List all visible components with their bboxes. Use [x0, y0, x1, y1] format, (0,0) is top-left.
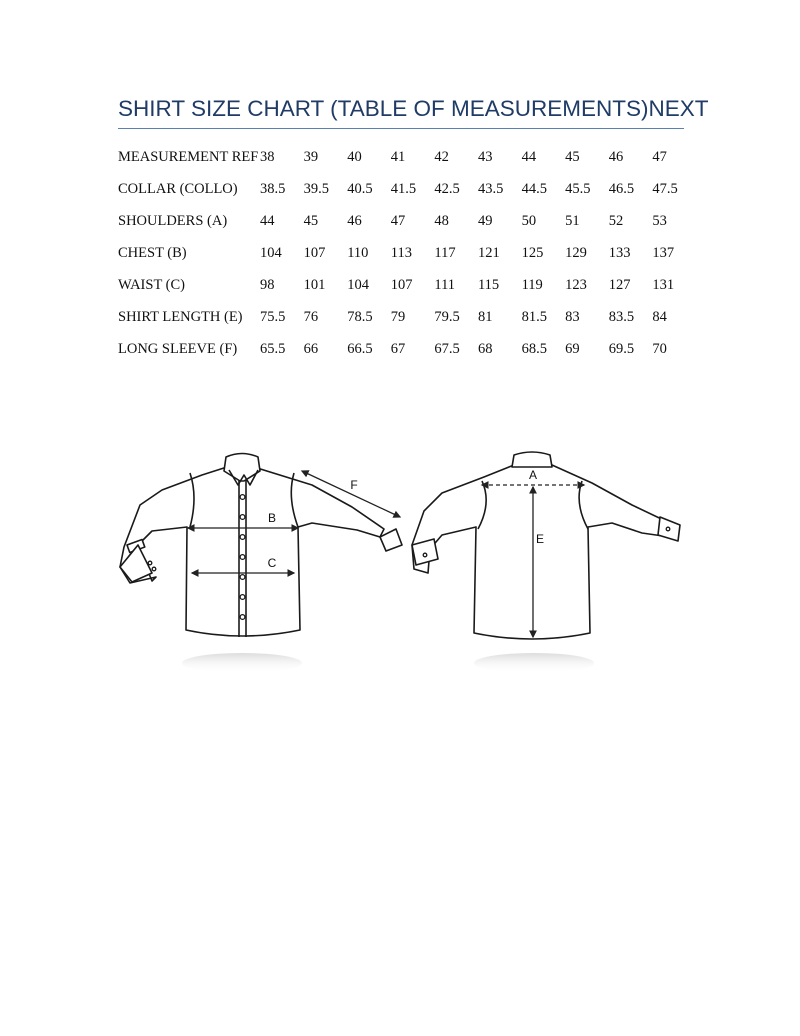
size-value-cell: 44 — [521, 149, 537, 165]
size-value-cell: 40.5 — [347, 181, 373, 197]
row-label: CHEST (B) — [118, 245, 187, 261]
row-label: WAIST (C) — [118, 277, 185, 293]
size-value-cell: 79.5 — [434, 309, 460, 325]
shirt-button — [240, 595, 245, 600]
size-value-cell: 78.5 — [347, 309, 373, 325]
size-value-cell: 115 — [477, 277, 500, 293]
table-row — [118, 148, 696, 180]
size-value-cell: 104 — [260, 245, 282, 261]
size-value-cell: 131 — [652, 277, 675, 293]
page-title: SHIRT SIZE CHART (TABLE OF MEASUREMENTS)NEXT — [118, 96, 709, 121]
size-value-cell: 47.5 — [652, 181, 678, 197]
front-shirt — [120, 454, 402, 674]
size-value-cell: 84 — [652, 309, 667, 325]
size-value-cell: 117 — [434, 245, 456, 261]
size-value-cell: 65.5 — [260, 341, 286, 357]
size-value-cell: 42 — [434, 149, 449, 165]
size-value-cell: 70 — [652, 341, 667, 357]
back-shirt-reflection — [474, 653, 594, 673]
size-value-cell: 79 — [390, 309, 406, 325]
size-value-cell: 104 — [347, 277, 369, 293]
size-value-cell: 69.5 — [608, 341, 635, 357]
size-value-cell: 38.5 — [260, 181, 286, 197]
row-label: SHOULDERS (A) — [118, 213, 228, 229]
shirt-button — [240, 575, 245, 580]
waist-label: C — [267, 556, 277, 570]
sleeve-label: F — [350, 478, 358, 492]
size-value-cell: 47 — [652, 149, 667, 165]
shoulders-label: A — [528, 468, 538, 482]
size-value-cell: 44 — [260, 213, 275, 229]
size-value-cell: 68 — [477, 341, 493, 357]
shirt-diagram — [112, 445, 692, 685]
size-value-cell: 51 — [565, 213, 580, 229]
size-table — [118, 148, 696, 372]
size-value-cell: 39.5 — [303, 181, 329, 197]
size-value-cell: 46 — [608, 149, 624, 165]
size-value-cell: 107 — [390, 277, 413, 293]
size-value-cell: 76 — [303, 309, 319, 325]
size-value-cell: 137 — [652, 245, 675, 261]
size-value-cell: 127 — [608, 277, 631, 293]
shirt-button — [240, 515, 245, 520]
size-value-cell: 38 — [260, 149, 275, 165]
size-value-cell: 67.5 — [434, 341, 460, 357]
back-collar — [512, 452, 552, 467]
size-value-cell: 48 — [434, 213, 449, 229]
row-label: LONG SLEEVE (F) — [118, 341, 238, 357]
size-value-cell: 41 — [390, 149, 406, 165]
size-value-cell: 110 — [347, 245, 369, 261]
size-value-cell: 133 — [608, 245, 631, 261]
size-value-cell: 53 — [652, 213, 667, 229]
size-value-cell: 46.5 — [608, 181, 635, 197]
size-value-cell: 129 — [565, 245, 587, 261]
size-value-cell: 66 — [303, 341, 319, 357]
table-row — [118, 212, 696, 244]
row-label: MEASUREMENT REF — [118, 149, 259, 165]
size-value-cell: 52 — [608, 213, 624, 229]
size-value-cell: 101 — [303, 277, 326, 293]
chest-label: B — [267, 511, 277, 525]
shirt-button — [240, 615, 245, 620]
back-shirt-body — [412, 462, 674, 639]
shirt-button — [240, 495, 245, 500]
size-value-cell: 45.5 — [565, 181, 591, 197]
size-value-cell: 47 — [390, 213, 406, 229]
table-row — [118, 276, 696, 308]
size-value-cell: 83.5 — [608, 309, 635, 325]
size-value-cell: 42.5 — [434, 181, 460, 197]
cuff-button — [666, 527, 670, 531]
size-value-cell: 81.5 — [521, 309, 547, 325]
length-label: E — [535, 532, 545, 546]
size-value-cell: 83 — [565, 309, 580, 325]
size-value-cell: 50 — [521, 213, 537, 229]
size-value-cell: 107 — [303, 245, 326, 261]
front-shirt-body — [120, 464, 384, 636]
size-value-cell: 49 — [477, 213, 493, 229]
size-value-cell: 119 — [521, 277, 543, 293]
table-row — [118, 340, 696, 372]
size-value-cell: 44.5 — [521, 181, 547, 197]
front-shirt-reflection — [182, 653, 302, 673]
size-value-cell: 67 — [390, 341, 406, 357]
shirt-button — [240, 535, 245, 540]
size-value-cell: 125 — [521, 245, 544, 261]
size-value-cell: 43 — [477, 149, 493, 165]
cuff-button — [148, 561, 152, 565]
size-value-cell: 98 — [260, 277, 275, 293]
table-row — [118, 244, 696, 276]
size-value-cell: 75.5 — [260, 309, 286, 325]
size-value-cell: 111 — [434, 277, 456, 293]
size-value-cell: 40 — [347, 149, 362, 165]
cuff-button — [423, 553, 427, 557]
size-value-cell: 121 — [477, 245, 500, 261]
size-value-cell: 43.5 — [477, 181, 504, 197]
size-value-cell: 123 — [565, 277, 587, 293]
row-label: SHIRT LENGTH (E) — [118, 309, 243, 325]
title-divider — [118, 128, 684, 129]
size-value-cell: 45 — [565, 149, 580, 165]
size-table-body — [118, 148, 696, 372]
size-value-cell: 68.5 — [521, 341, 547, 357]
size-value-cell: 45 — [303, 213, 319, 229]
size-value-cell: 66.5 — [347, 341, 373, 357]
row-label: COLLAR (COLLO) — [118, 181, 238, 197]
shirt-illustration — [112, 445, 692, 685]
shirt-button — [240, 555, 245, 560]
front-right-cuff — [380, 529, 402, 551]
size-value-cell: 81 — [477, 309, 493, 325]
size-value-cell: 113 — [390, 245, 412, 261]
table-row — [118, 180, 696, 212]
size-value-cell: 46 — [347, 213, 362, 229]
size-value-cell: 39 — [303, 149, 319, 165]
size-value-cell: 69 — [565, 341, 580, 357]
size-value-cell: 41.5 — [390, 181, 417, 197]
table-row — [118, 308, 696, 340]
cuff-button — [152, 567, 156, 571]
